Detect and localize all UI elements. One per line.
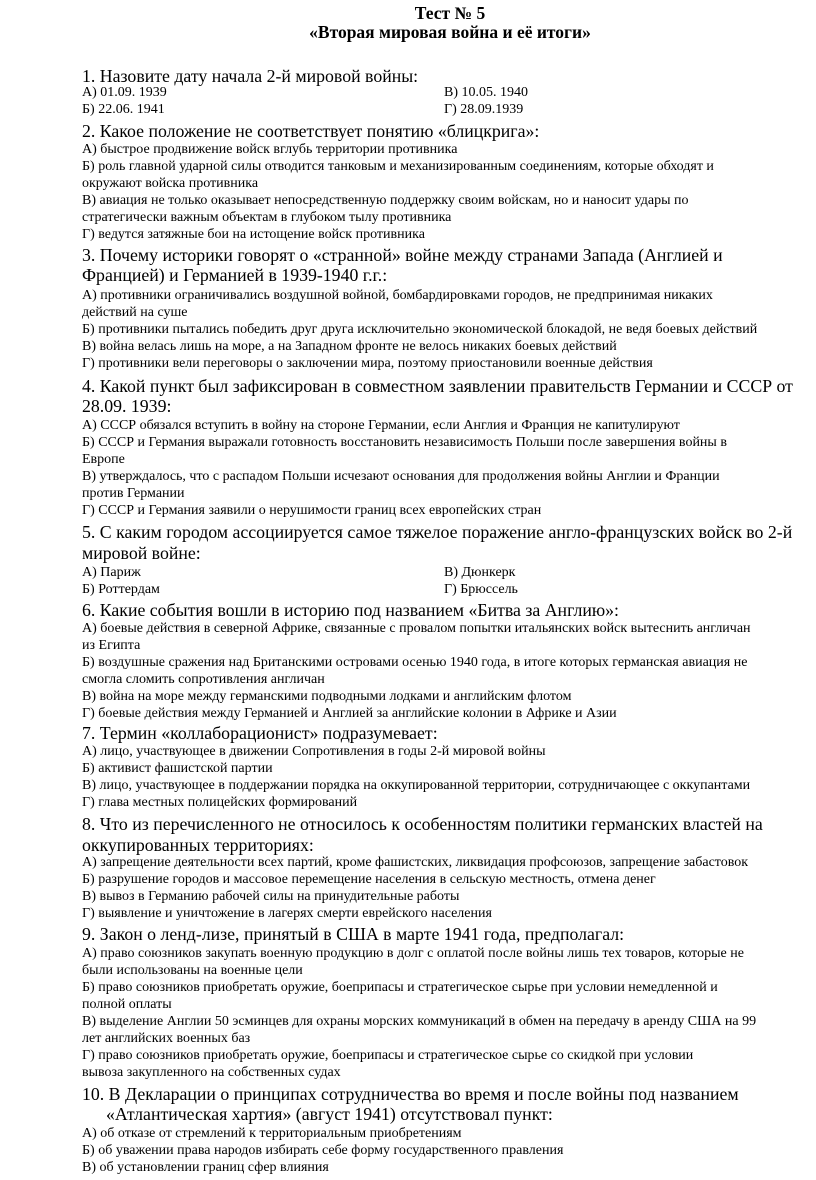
test-subtitle: «Вторая мировая война и её итоги» — [309, 22, 591, 42]
answer-line: были использованы на военные цели — [82, 963, 303, 978]
answer-line: В) утверждалось, что с распадом Польши исчезают основания для продолжения войны Англии и Франции — [82, 469, 720, 484]
answer-line: действий на суше — [82, 305, 188, 320]
answer-option: А) Париж — [82, 565, 141, 580]
answer-line: Б) об уважении права народов избирать себе форму государственного правления — [82, 1143, 564, 1158]
answer-line: Б) воздушные сражения над Британскими островами осенью 1940 года, в итоге которых германская авиация не — [82, 655, 748, 670]
answer-line: В) авиация не только оказывает непосредственную поддержку своим войскам, но и наносит удары по — [82, 193, 689, 208]
answer-option: Г) 28.09.1939 — [444, 102, 524, 117]
answer-line: из Египта — [82, 638, 141, 653]
answer-line: Б) активист фашистской партии — [82, 761, 273, 776]
answer-option: В) 10.05. 1940 — [444, 85, 528, 100]
answer-option: Б) Роттердам — [82, 582, 160, 597]
answer-line: В) лицо, участвующее в поддержании порядка на оккупированной территории, сотрудничающее с оккупантами — [82, 778, 751, 793]
answer-option: Б) 22.06. 1941 — [82, 102, 165, 117]
answer-line: стратегически важным объектам в глубоком тылу противника — [82, 210, 452, 225]
answer-option: Г) Брюссель — [444, 582, 518, 597]
answer-line: Б) право союзников приобретать оружие, боеприпасы и стратегическое сырье при условии немедленной и — [82, 980, 718, 995]
question-10-cont: «Атлантическая хартия» (август 1941) отсутствовал пункт: — [106, 1104, 553, 1124]
question-5-cont: мировой войне: — [82, 543, 201, 563]
question-4: 4. Какой пункт был зафиксирован в совместном заявлении правительств Германии и СССР от — [82, 376, 793, 396]
answer-option: А) 01.09. 1939 — [82, 85, 167, 100]
answer-line: А) СССР обязался вступить в войну на стороне Германии, если Англия и Франция не капитулируют — [82, 418, 680, 433]
answer-line: А) право союзников закупать военную продукцию в долг с оплатой после войны лишь тех товаров, которые не — [82, 946, 744, 961]
answer-line: Г) глава местных полицейских формирований — [82, 795, 358, 810]
answer-line: В) об установлении границ сфер влияния — [82, 1160, 329, 1175]
question-6: 6. Какие события вошли в историю под названием «Битва за Англию»: — [82, 600, 619, 620]
question-1: 1. Назовите дату начала 2-й мировой войны: — [82, 66, 419, 86]
answer-line: Г) ведутся затяжные бои на истощение войск противника — [82, 227, 425, 242]
answer-line: А) об отказе от стремлений к территориальным приобретениям — [82, 1126, 462, 1141]
question-9: 9. Закон о ленд-лизе, принятый в США в марте 1941 года, предполагал: — [82, 924, 625, 944]
answer-line: В) война велась лишь на море, а на Западном фронте не велось никаких боевых действий — [82, 339, 617, 354]
question-10: 10. В Декларации о принципах сотрудничества во время и после войны под названием — [82, 1084, 739, 1104]
answer-line: лет английских военных баз — [82, 1031, 251, 1046]
question-7: 7. Термин «коллаборационист» подразумевает: — [82, 723, 438, 743]
answer-line: А) противники ограничивались воздушной войной, бомбардировками городов, не предпринимая никаких — [82, 288, 713, 303]
question-3-cont: Францией) и Германией в 1939-1940 г.г.: — [82, 265, 388, 285]
answer-line: А) быстрое продвижение войск вглубь территории противника — [82, 142, 458, 157]
answer-line: против Германии — [82, 486, 185, 501]
answer-line: Европе — [82, 452, 125, 467]
question-3: 3. Почему историки говорят о «странной» войне между странами Запада (Англией и — [82, 245, 723, 265]
answer-line: Г) противники вели переговоры о заключении мира, поэтому приостановили военные действия — [82, 356, 653, 371]
answer-line: полной оплаты — [82, 997, 172, 1012]
question-5: 5. С каким городом ассоциируется самое тяжелое поражение англо-французских войск во 2-й — [82, 522, 793, 542]
answer-line: Г) СССР и Германия заявили о нерушимости границ всех европейских стран — [82, 503, 542, 518]
answer-line: Г) боевые действия между Германией и Англией за английские колонии в Африке и Азии — [82, 706, 617, 721]
answer-line: В) война на море между германскими подводными лодками и английским флотом — [82, 689, 572, 704]
answer-line: вывоза закупленного на собственных судах — [82, 1065, 341, 1080]
answer-line: Г) выявление и уничтожение в лагерях смерти еврейского населения — [82, 906, 492, 921]
question-8: 8. Что из перечисленного не относилось к особенностям политики германских властей на — [82, 814, 763, 834]
answer-line: Г) право союзников приобретать оружие, боеприпасы и стратегическое сырье со скидкой при условии — [82, 1048, 694, 1063]
answer-line: смогла сломить сопротивления англичан — [82, 672, 325, 687]
answer-line: Б) роль главной ударной силы отводится танковым и механизированным соединениям, которые обходят и — [82, 159, 714, 174]
question-4-cont: 28.09. 1939: — [82, 396, 172, 416]
question-8-cont: оккупированных территориях: — [82, 835, 314, 855]
question-2: 2. Какое положение не соответствует понятию «блицкрига»: — [82, 121, 540, 141]
answer-line: Б) СССР и Германия выражали готовность восстановить независимость Польши после завершения войны в — [82, 435, 727, 450]
answer-line: В) вывоз в Германию рабочей силы на принудительные работы — [82, 889, 460, 904]
answer-line: А) запрещение деятельности всех партий, кроме фашистских, ликвидация профсоюзов, запрещение забастовок — [82, 855, 749, 870]
answer-line: Б) разрушение городов и массовое перемещение населения в сельскую местность, отмена денег — [82, 872, 656, 887]
answer-line: А) лицо, участвующее в движении Сопротивления в годы 2-й мировой войны — [82, 744, 546, 759]
test-title: Тест № 5 — [414, 3, 486, 23]
answer-line: А) боевые действия в северной Африке, связанные с провалом попытки итальянских войск вытеснить англичан — [82, 621, 751, 636]
answer-line: В) выделение Англии 50 эсминцев для охраны морских коммуникаций в обмен на передачу в аренду США на 99 — [82, 1014, 757, 1029]
answer-line: окружают войска противника — [82, 176, 259, 191]
answer-option: В) Дюнкерк — [444, 565, 516, 580]
answer-line: Б) противники пытались победить друг друга исключительно экономической блокадой, не ведя боевых действий — [82, 322, 758, 337]
